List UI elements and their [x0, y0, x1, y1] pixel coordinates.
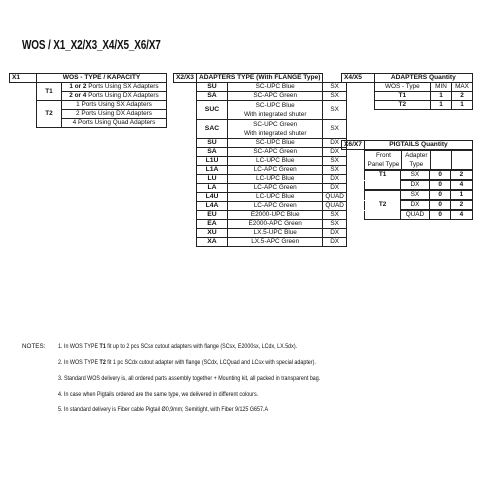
wos-type-cell: T1: [37, 83, 62, 101]
pig-subheader-front: [365, 151, 402, 170]
adapter-code-cell: L4U: [196, 193, 227, 202]
adapter-type-cell: DX: [323, 184, 346, 193]
adapter-row: [174, 166, 347, 175]
pig-adapter-cell: DX: [400, 181, 429, 190]
adapters-type-table: [173, 73, 347, 247]
adapter-desc-cell: [228, 193, 323, 202]
pig-adapter-cell: SX: [400, 191, 429, 200]
adapter-code-cell: SA: [196, 92, 227, 101]
qty-subheader-max: MAX: [452, 83, 473, 92]
pig-row-table: [364, 210, 472, 220]
adapter-desc-cell: [228, 139, 323, 148]
pig-panel-cell: T2: [365, 201, 400, 210]
note-text: 1. In WOS TYPE: [58, 343, 100, 350]
adapter-code-cell: L4A: [196, 202, 227, 211]
wos-type-table: [9, 73, 167, 128]
adapter-type-cell: DX: [323, 175, 346, 184]
adapter-desc-cell: [228, 83, 323, 92]
adapter-code-cell: EU: [196, 211, 227, 220]
pig-row: [342, 200, 473, 210]
qty-subheader-min: MIN: [431, 83, 452, 92]
note-item: [58, 391, 258, 398]
pig-adapter-cell: QUAD: [400, 211, 429, 220]
adapter-desc-line2: With integrated shuter: [243, 130, 307, 137]
qty-col-x4x5-header: X4/X5: [342, 74, 375, 83]
qty-blank-cell: [342, 92, 375, 101]
adapter-desc-cell: [228, 211, 323, 220]
wos-capacity-cell: [62, 101, 167, 110]
adapter-desc-cell: [228, 229, 323, 238]
pig-row-table: [364, 180, 472, 190]
adapter-row: [174, 120, 347, 139]
qty-blank-cell: [342, 101, 375, 110]
adapter-desc-cell: [228, 202, 323, 211]
adapter-desc-cell: [228, 148, 323, 157]
pig-col-title-header: PIGTAILS Quantity: [364, 141, 472, 150]
pig-min-cell: 0: [430, 211, 451, 220]
adapter-row: [174, 211, 347, 220]
wos-capacity-text: 4 Ports Using Quad Adapters: [72, 119, 156, 126]
note-text: 4. In case when Pigtails ordered are the same type, we delivered in different colours.: [58, 391, 259, 398]
pig-row: [342, 210, 473, 220]
pigtails-quantity-table: [341, 140, 473, 220]
adapters-quantity-table: [341, 73, 473, 110]
adapter-type-cell: SX: [323, 92, 346, 101]
adapter-type-cell: DX: [323, 238, 346, 247]
adapter-code-cell: SA: [196, 148, 227, 157]
pig-row-wrap: [364, 190, 472, 200]
adapter-code-cell: EA: [196, 220, 227, 229]
wos-capacity-text: 2 Ports Using DX Adapters: [75, 110, 152, 117]
pig-row-table: [364, 200, 472, 210]
pig-panel-cell: [365, 181, 400, 190]
adapter-desc-line2: With integrated shuter: [243, 111, 307, 118]
adapter-desc-cell: [228, 220, 323, 229]
pig-blank-cell: [342, 180, 365, 190]
wos-capacity-bold: 1 or 2: [69, 83, 87, 90]
wos-col-x1-header: X1: [10, 74, 37, 83]
adapter-desc: LC-UPC Blue: [256, 157, 295, 164]
adapter-desc: E2000-UPC Blue: [250, 211, 300, 218]
adapter-desc-cell: [228, 101, 323, 120]
adapter-code-cell: SUC: [196, 101, 227, 120]
adapter-desc-cell: [228, 120, 323, 139]
qty-subheader-type: WOS - Type: [374, 83, 430, 92]
wos-capacity-cell: [62, 119, 167, 128]
note-text-rest: fit 1 pc SCdx cutout adapter with flange (SCdx, LCQuad and LCsx with special adapter).: [105, 359, 316, 366]
pig-adapter-cell: SX: [400, 171, 429, 180]
pig-min-cell: 0: [430, 191, 451, 200]
pig-panel-cell: T1: [365, 171, 400, 180]
pig-max-cell: 2: [451, 201, 472, 210]
wos-type-cell: T2: [37, 101, 62, 128]
adapter-row: [174, 175, 347, 184]
note-text: 3. Standard WOS delivery is, all ordered parts assembly together + Mounting kit, all packed in transparent bag.: [58, 375, 321, 382]
adapter-code-cell: SAC: [196, 120, 227, 139]
qty-row: [342, 92, 473, 101]
adapter-row: [174, 193, 347, 202]
wos-capacity-cell: [62, 110, 167, 119]
wos-blank-cell: [10, 101, 37, 128]
adapter-type-cell: DX: [323, 139, 346, 148]
adapter-row: [174, 229, 347, 238]
adapter-code-cell: LU: [196, 175, 227, 184]
note-text-rest: fit up to 2 pcs SCsx cutout adapters with flange (SCsx, E2000sx, LCdx, LX.5dx).: [105, 343, 298, 350]
note-item: [58, 343, 297, 350]
pig-row-wrap: [364, 170, 472, 180]
adapter-row: [174, 184, 347, 193]
wos-capacity-cell: [62, 92, 167, 101]
adapter-row: [174, 101, 347, 120]
adapter-type-cell: SX: [323, 120, 346, 139]
adapter-desc: LC-UPC Blue: [256, 193, 295, 200]
adapter-desc-cell: [228, 92, 323, 101]
pig-panel-cell: [365, 211, 400, 220]
adapters-col-type-header: ADAPTERS TYPE (With FLANGE Type): [196, 74, 322, 83]
page-title: WOS / X1_X2/X3_X4/X5_X6/X7: [22, 38, 161, 52]
pig-max-cell: 2: [451, 171, 472, 180]
adapter-type-cell: SX: [323, 101, 346, 120]
pig-blank-cell: [342, 200, 365, 210]
adapter-desc: LC-APC Green: [253, 202, 297, 209]
adapter-row: [174, 202, 347, 211]
adapter-row: [174, 148, 347, 157]
note-text: 2. In WOS TYPE: [58, 359, 100, 366]
adapter-type-cell: QUAD: [323, 202, 346, 211]
note-text: 5. In standard delivery is Fiber cable Pigtail Ø0,9mm; Semitight, with Fiber 9/125 G657.A: [58, 406, 269, 413]
adapter-type-cell: SX: [323, 166, 346, 175]
adapter-desc: LX.5-UPC Blue: [253, 229, 297, 236]
adapter-type-cell: SX: [323, 211, 346, 220]
adapter-desc: LC-APC Green: [253, 166, 297, 173]
pig-row-table: [364, 190, 472, 200]
pig-row-wrap: [364, 200, 472, 210]
adapter-code-cell: LA: [196, 184, 227, 193]
qty-max-cell: 1: [452, 101, 473, 110]
pig-min-cell: 0: [430, 181, 451, 190]
pig-row-wrap: [364, 180, 472, 190]
pig-subheader-front-line1: Front: [375, 152, 391, 159]
pig-adapter-cell: DX: [400, 201, 429, 210]
pig-row: [342, 170, 473, 180]
adapter-type-cell: SX: [323, 83, 346, 92]
adapter-desc: E2000-APC Green: [248, 220, 302, 227]
adapter-desc-cell: [228, 166, 323, 175]
qty-type-cell: T2: [374, 101, 430, 110]
adapter-row: [174, 92, 347, 101]
qty-row: [342, 101, 473, 110]
adapter-desc-cell: [228, 175, 323, 184]
adapter-desc: LX.5-APC Green: [251, 238, 300, 245]
wos-capacity-text-rest: Ports Using SX Adapters: [86, 83, 159, 90]
pig-min-cell: 0: [430, 171, 451, 180]
adapter-desc: LC-APC Green: [253, 184, 297, 191]
adapter-row: [174, 139, 347, 148]
pig-blank-cell: [342, 190, 365, 200]
wos-col-type-header: WOS - TYPE / KAPACITY: [37, 74, 167, 83]
adapter-desc-cell: [228, 238, 323, 247]
pig-subheader-adapter: [402, 151, 431, 170]
note-item: [58, 406, 268, 413]
pig-blank-cell: [342, 170, 365, 180]
qty-col-title-header: ADAPTERS Quantity: [374, 74, 472, 83]
pig-blank-cell: [342, 210, 365, 220]
note-bold: T2: [99, 359, 106, 366]
pig-subheader-front-line2: Panel Type: [367, 161, 400, 168]
adapter-type-cell: SX: [323, 157, 346, 166]
wos-capacity-bold: 2 or 4: [69, 92, 87, 99]
pig-max-cell: 4: [451, 181, 472, 190]
pig-max-cell: 4: [451, 211, 472, 220]
adapter-desc: SC-UPC Blue: [255, 139, 295, 146]
adapter-desc: SC-UPC Blue: [255, 83, 295, 90]
adapter-desc: SC-APC Green: [253, 92, 298, 99]
adapter-code-cell: L1U: [196, 157, 227, 166]
adapter-row: [174, 238, 347, 247]
adapter-type-cell: DX: [323, 229, 346, 238]
qty-min-cell: 1: [431, 92, 452, 101]
pig-subheader-min: [431, 151, 452, 170]
adapter-desc: SC-UPC Green: [253, 121, 298, 128]
pig-max-cell: 1: [451, 191, 472, 200]
adapter-code-cell: SU: [196, 83, 227, 92]
note-item: [58, 375, 320, 382]
pig-subheader-max: [451, 151, 472, 170]
adapter-code-cell: L1A: [196, 166, 227, 175]
adapter-type-cell: SX: [323, 220, 346, 229]
adapter-type-cell: DX: [323, 148, 346, 157]
adapter-code-cell: XA: [196, 238, 227, 247]
adapter-desc: LC-UPC Blue: [256, 175, 295, 182]
wos-capacity-text: 1 Ports Using SX Adapters: [76, 101, 152, 108]
pig-subheader-adapter-line2: Type: [409, 161, 424, 168]
pig-row-table: [364, 170, 472, 180]
adapters-blank-cell: [174, 83, 197, 247]
wos-capacity-text-rest: Ports Using DX Adapters: [86, 92, 159, 99]
qty-type-cell: T1: [374, 92, 430, 101]
adapter-row: [174, 83, 347, 92]
pig-row: [342, 190, 473, 200]
pig-subheader-adapter-line1: Adapter: [405, 152, 428, 159]
qty-min-cell: 1: [431, 101, 452, 110]
pig-min-cell: 0: [430, 201, 451, 210]
pig-col-x6x7-header: X6/X7: [342, 141, 365, 150]
adapter-row: [174, 157, 347, 166]
adapter-code-cell: XU: [196, 229, 227, 238]
adapter-desc: SC-APC Green: [253, 148, 298, 155]
adapter-code-cell: SU: [196, 139, 227, 148]
adapter-row: [174, 220, 347, 229]
wos-capacity-cell: [62, 83, 167, 92]
wos-blank-cell: [10, 83, 37, 101]
notes-label: NOTES:: [22, 343, 46, 350]
wos-row: [10, 83, 167, 92]
wos-row: [10, 101, 167, 110]
pig-row: [342, 180, 473, 190]
pig-panel-cell: [365, 191, 400, 200]
adapter-desc-cell: [228, 184, 323, 193]
adapters-col-x2x3-header: X2/X3: [174, 74, 197, 83]
note-bold: T1: [99, 343, 106, 350]
adapter-desc-cell: [228, 157, 323, 166]
adapter-desc: SC-UPC Blue: [255, 102, 295, 109]
qty-max-cell: 2: [452, 92, 473, 101]
pig-row-wrap: [364, 210, 472, 220]
adapter-type-cell: QUAD: [323, 193, 346, 202]
note-item: [58, 359, 316, 366]
